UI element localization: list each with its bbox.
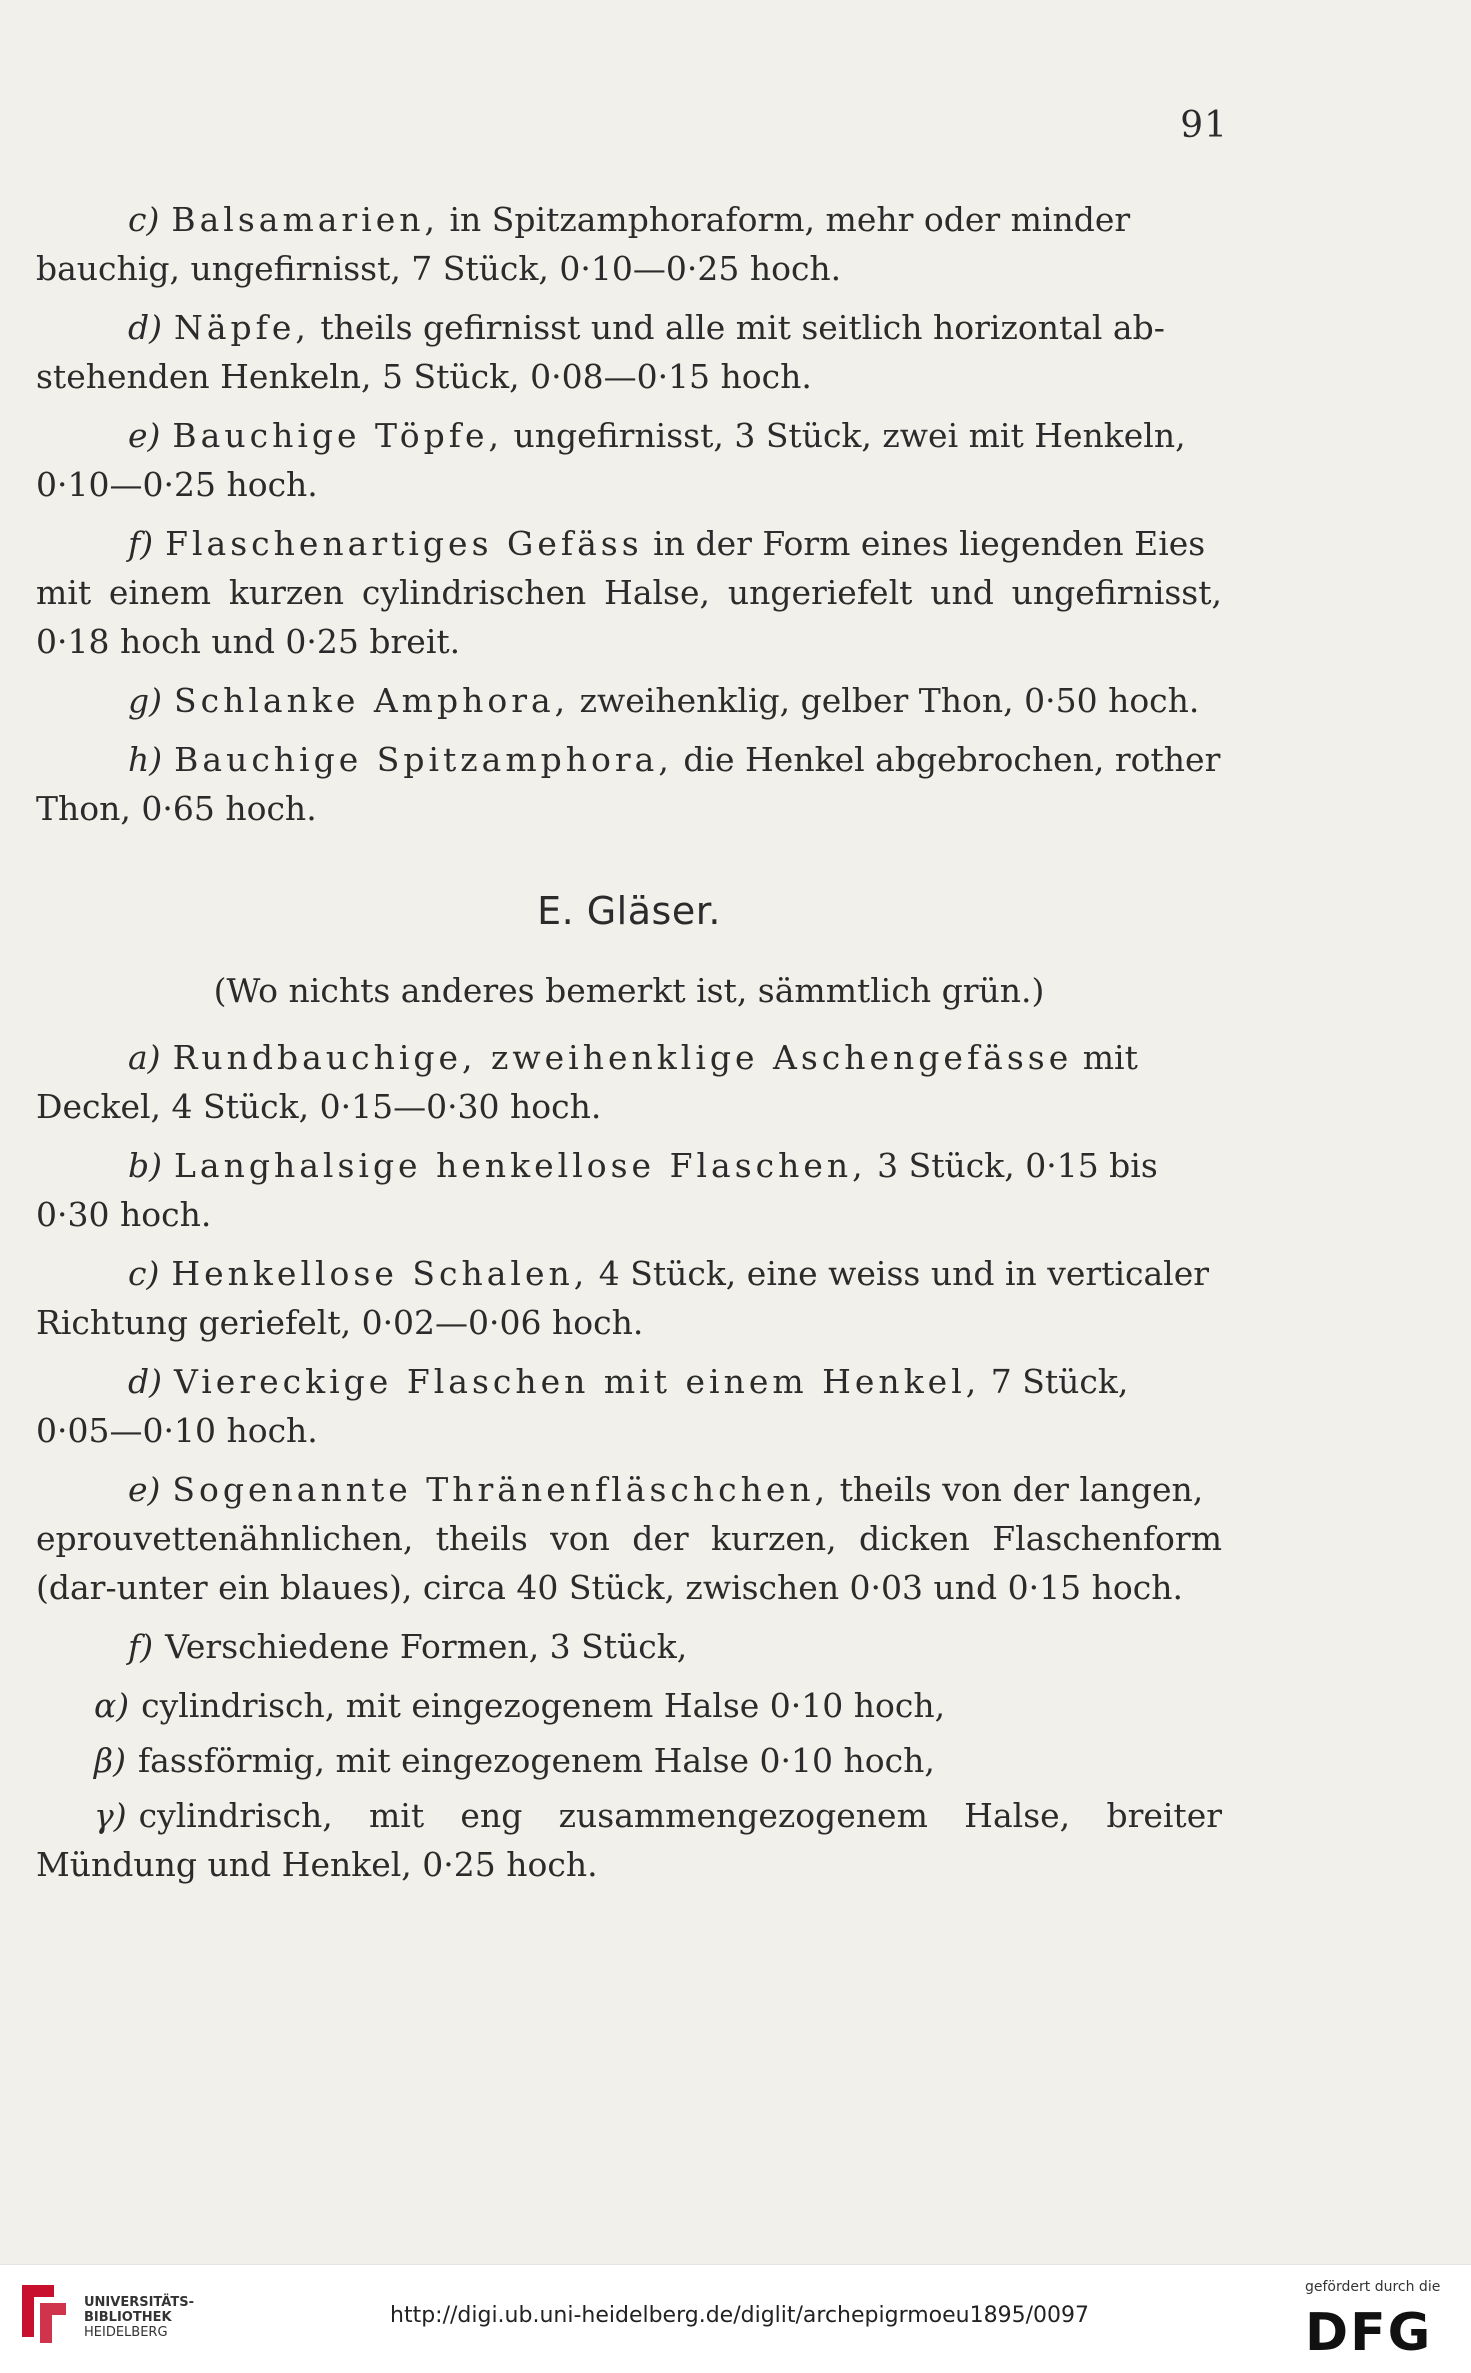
- footer-bar: [0, 2264, 1471, 2373]
- entry-first-line: [36, 1033, 1222, 1082]
- entry-first-line: [36, 519, 1222, 568]
- entry-first-line: [36, 195, 1222, 244]
- entry-first-line: [36, 1622, 1222, 1671]
- entry-text: mit: [1072, 1038, 1138, 1077]
- entry-label: a): [128, 1038, 161, 1077]
- text-body: [36, 195, 1222, 1895]
- sub-entry-text: cylindrisch, mit eng zusammengezogenem Halse, breiter Mündung und Henkel, 0·25 hoch.: [36, 1796, 1222, 1884]
- entry-text: theils gefirnisst und alle mit seitlich horizontal ab-: [309, 308, 1165, 347]
- entry-first-line: [36, 1357, 1222, 1406]
- entry-item: [36, 1357, 1222, 1455]
- entry-continuation: Deckel, 4 Stück, 0·15—0·30 hoch.: [36, 1087, 602, 1126]
- entry-first-line: [36, 1141, 1222, 1190]
- entry-continuation: Thon, 0·65 hoch.: [36, 789, 317, 828]
- entry-label: c): [128, 1254, 160, 1293]
- entry-item: [36, 735, 1222, 833]
- entry-title: Flaschenartiges Gefäss: [165, 524, 643, 563]
- university-library-logo-icon: [14, 2277, 74, 2349]
- entry-first-line: [36, 735, 1222, 784]
- entry-text: zweihenklig, gelber Thon, 0·50 hoch.: [569, 681, 1200, 720]
- entry-first-line: [36, 1249, 1222, 1298]
- entry-continuation: 0·05—0·10 hoch.: [36, 1411, 318, 1450]
- entry-first-line: [36, 303, 1222, 352]
- section-title: E. Gläser.: [537, 889, 721, 933]
- entry-continuation: eprouvettenähnlichen, theils von der kurzen, dicken Flaschenform (dar-unter ein blaues), circa 40 Stück, zwischen 0·03 und 0·15 hoch.: [36, 1519, 1222, 1607]
- entry-first-line: [36, 411, 1222, 460]
- entry-item: [36, 676, 1222, 725]
- entry-text: 7 Stück,: [980, 1362, 1129, 1401]
- entry-text: in der Form eines liegenden Eies: [642, 524, 1206, 563]
- entry-text: theils von der langen,: [829, 1470, 1204, 1509]
- entry-label: d): [128, 308, 162, 347]
- entry-title: Bauchige Spitzamphora,: [174, 740, 673, 779]
- entry-continuation: Richtung geriefelt, 0·02—0·06 hoch.: [36, 1303, 644, 1342]
- sub-entry-label: α): [94, 1686, 130, 1725]
- entry-text: ungefirnisst, 3 Stück, zwei mit Henkeln,: [502, 416, 1186, 455]
- entry-text: Verschiedene Formen, 3 Stück,: [165, 1627, 688, 1666]
- entry-item: [36, 1249, 1222, 1347]
- entry-title: Schlanke Amphora,: [174, 681, 570, 720]
- entry-title: Näpfe,: [174, 308, 310, 347]
- funded-by-caption: gefördert durch die: [1305, 2279, 1441, 2295]
- entry-title: Henkellose Schalen,: [171, 1254, 589, 1293]
- entry-title: Balsamarien,: [171, 200, 440, 239]
- entry-label: d): [128, 1362, 162, 1401]
- sub-entry-text: fassförmig, mit eingezogenem Halse 0·10 hoch,: [137, 1741, 935, 1780]
- entry-label: e): [128, 1470, 161, 1509]
- entry-continuation: stehenden Henkeln, 5 Stück, 0·08—0·15 hoch.: [36, 357, 812, 396]
- entry-label: e): [128, 416, 161, 455]
- entry-text: 4 Stück, eine weiss und in verticaler: [588, 1254, 1210, 1293]
- library-name-line1: UNIVERSITÄTS-: [84, 2295, 194, 2310]
- entry-title: Rundbauchige, zweihenklige Aschengefässe: [172, 1038, 1073, 1077]
- library-name-line2: BIBLIOTHEK: [84, 2310, 172, 2325]
- entry-item: [36, 411, 1222, 509]
- entry-item: [36, 519, 1222, 666]
- entry-item: [36, 1465, 1222, 1612]
- entry-item: [36, 1622, 1222, 1671]
- entry-label: c): [128, 200, 160, 239]
- entry-title: Sogenannte Thränenfläschchen,: [172, 1470, 830, 1509]
- entry-item: [36, 195, 1222, 293]
- sub-entry-text: cylindrisch, mit eingezogenem Halse 0·10 hoch,: [141, 1686, 946, 1725]
- section-note: (Wo nichts anderes bemerkt ist, sämmtlich grün.): [213, 971, 1045, 1010]
- entry-first-line: [36, 676, 1222, 725]
- entry-label: h): [128, 740, 163, 779]
- entry-label: f): [128, 1627, 154, 1666]
- entry-label: g): [128, 681, 162, 720]
- entry-continuation: 0·10—0·25 hoch.: [36, 465, 318, 504]
- entry-continuation: bauchig, ungefirnisst, 7 Stück, 0·10—0·25 hoch.: [36, 249, 842, 288]
- entry-item: [36, 303, 1222, 401]
- sub-entry-item: [36, 1681, 1222, 1730]
- permalink-url[interactable]: http://digi.ub.uni-heidelberg.de/diglit/archepigrmoeu1895/0097: [390, 2303, 1089, 2328]
- entry-text: in Spitzamphoraform, mehr oder minder: [439, 200, 1131, 239]
- library-name-line3: HEIDELBERG: [84, 2325, 168, 2340]
- sub-entry-label: γ): [94, 1796, 127, 1835]
- entry-title: Bauchige Töpfe,: [172, 416, 503, 455]
- sub-entry-label: β): [94, 1741, 126, 1780]
- entry-label: b): [128, 1146, 162, 1185]
- entries-pottery: [36, 195, 1222, 833]
- entry-item: [36, 1141, 1222, 1239]
- sub-entries: [36, 1681, 1222, 1889]
- entry-text: 3 Stück, 0·15 bis: [866, 1146, 1158, 1185]
- entry-item: [36, 1033, 1222, 1131]
- entry-first-line: [36, 1465, 1222, 1514]
- library-name: [84, 2295, 194, 2340]
- entries-glass: [36, 1033, 1222, 1671]
- entry-text: die Henkel abgebrochen, rother: [672, 740, 1221, 779]
- page-number: 91: [1180, 105, 1228, 146]
- entry-title: Langhalsige henkellose Flaschen,: [174, 1146, 867, 1185]
- entry-continuation: 0·30 hoch.: [36, 1195, 212, 1234]
- entry-continuation: mit einem kurzen cylindrischen Halse, ungeriefelt und ungefirnisst, 0·18 hoch und 0·25 breit.: [36, 573, 1222, 661]
- sub-entry-item: [36, 1791, 1222, 1889]
- entry-label: f): [128, 524, 154, 563]
- entry-title: Viereckige Flaschen mit einem Henkel,: [174, 1362, 981, 1401]
- dfg-logo: DFG: [1305, 2303, 1433, 2363]
- sub-entry-item: [36, 1736, 1222, 1785]
